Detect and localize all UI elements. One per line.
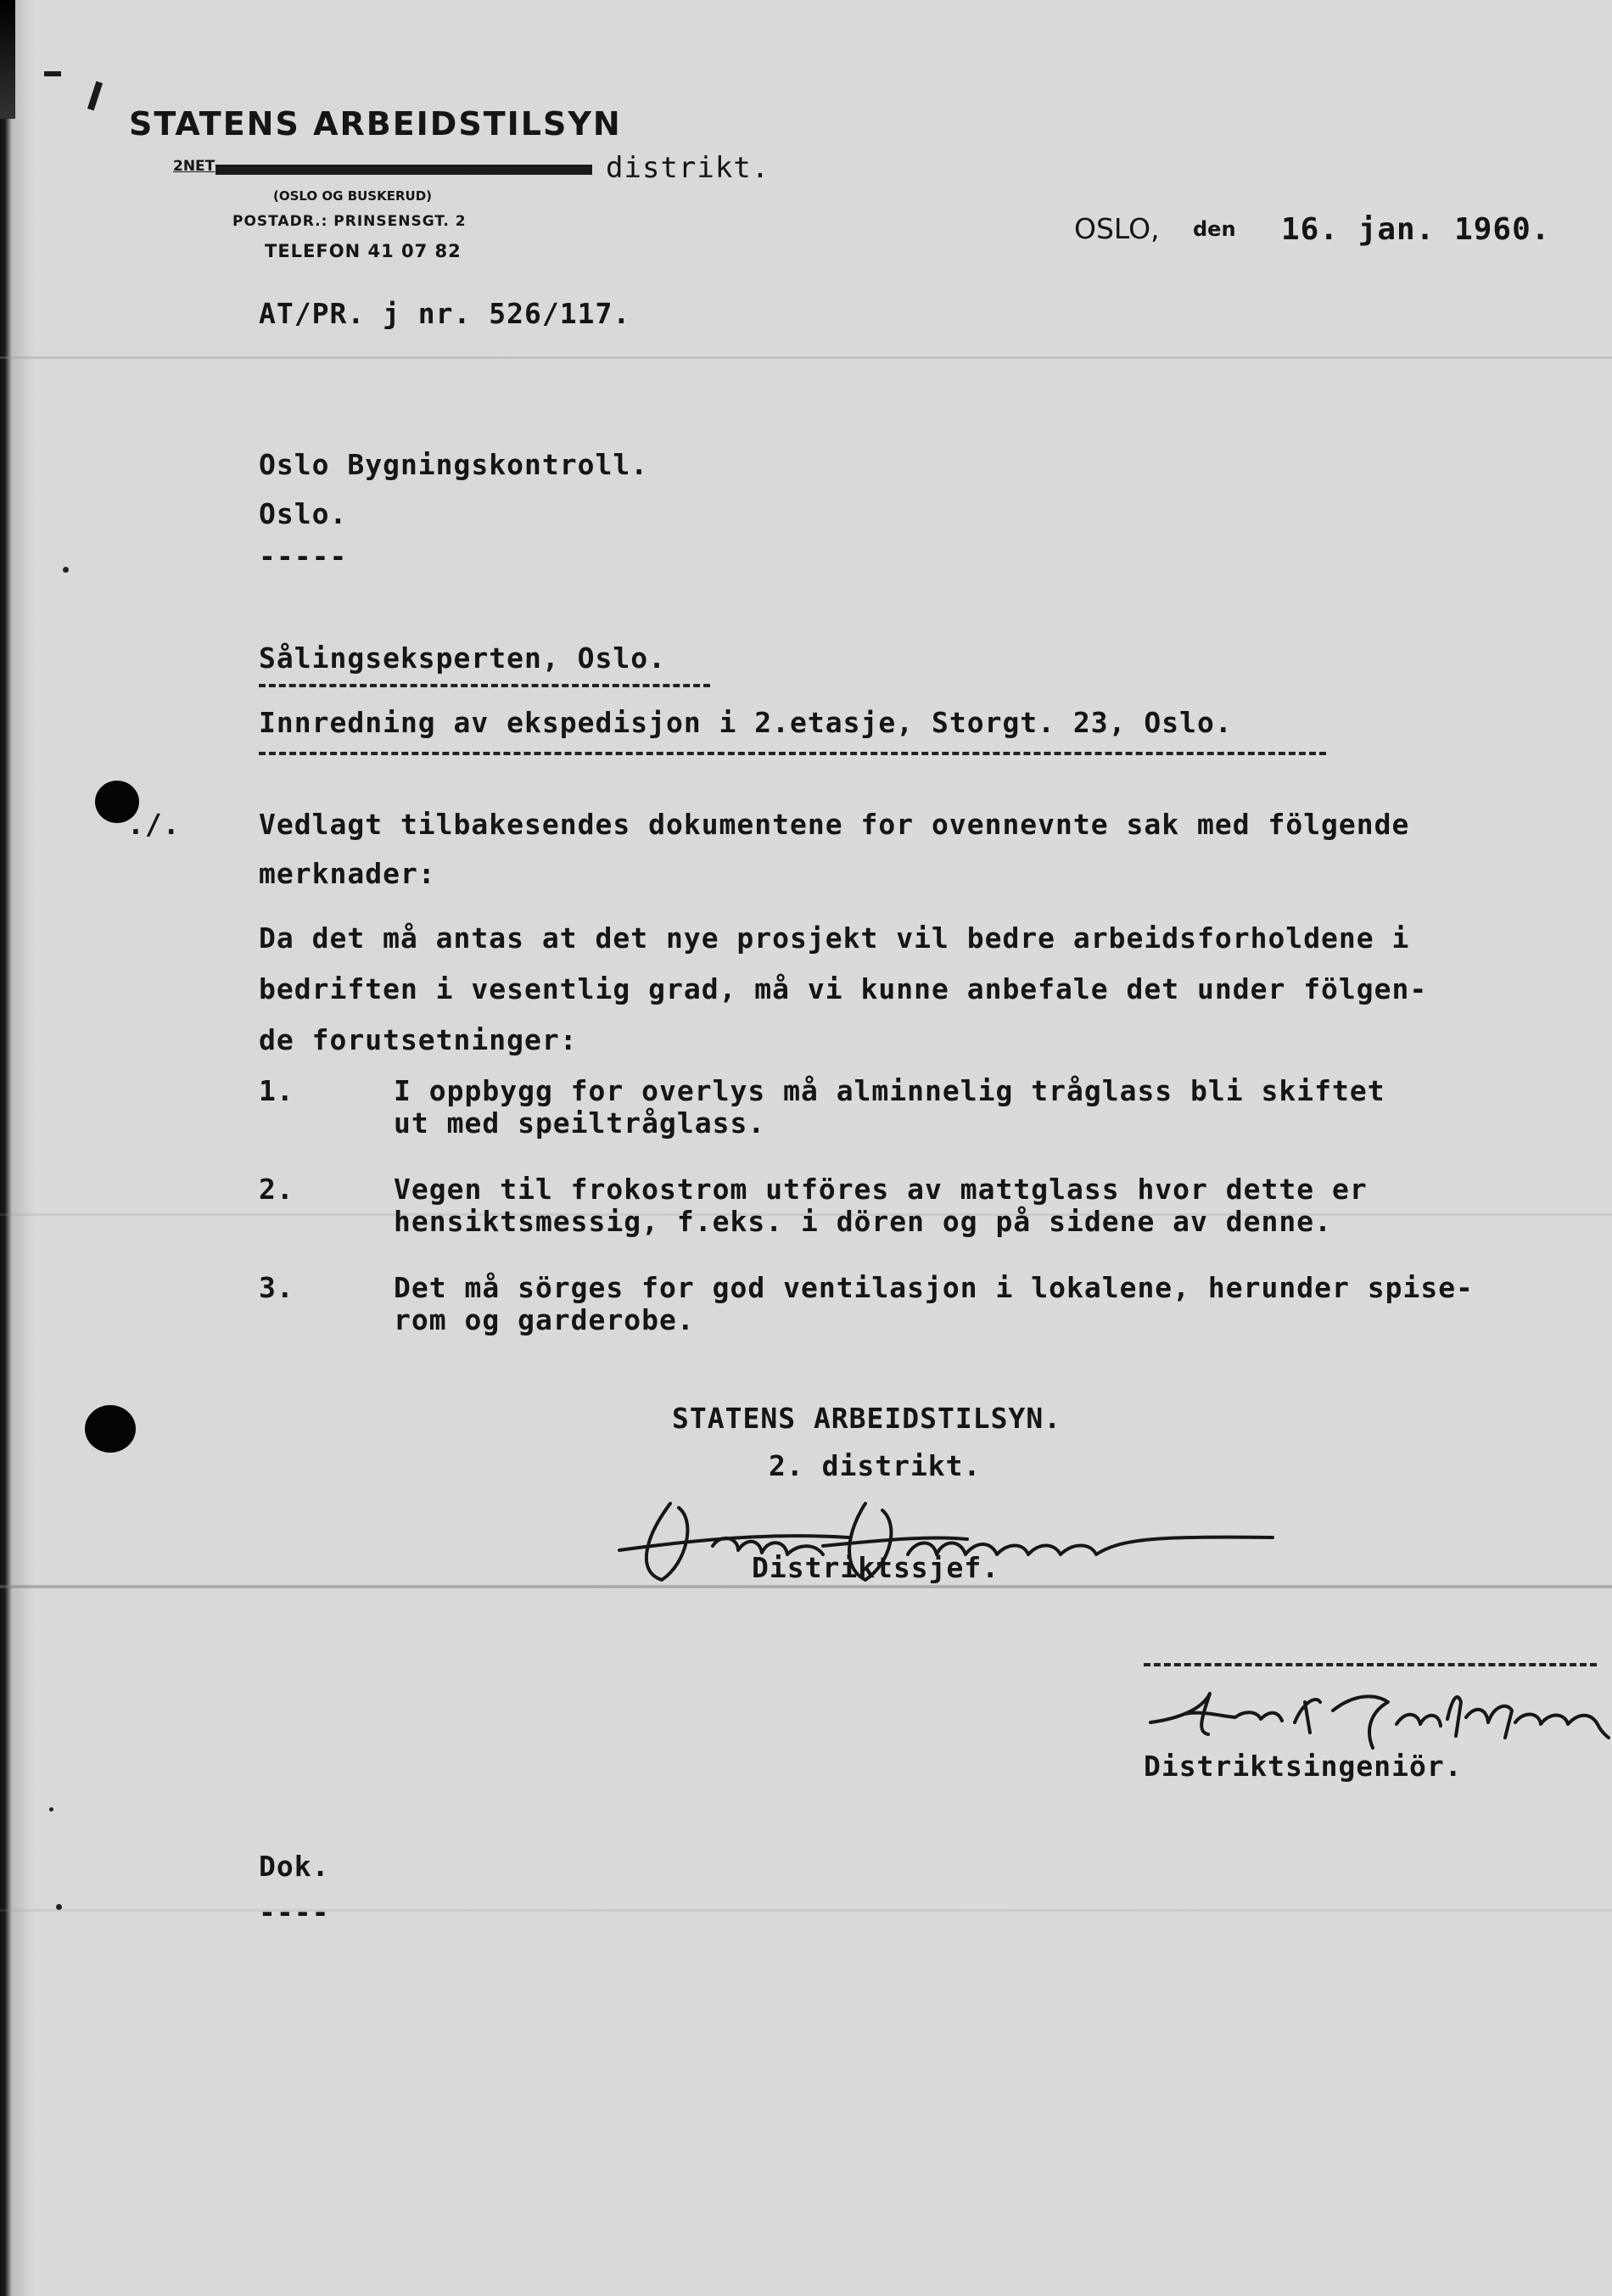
item-3-line-1: Det må sörges for god ventilasjon i lokalene, herunder spise-: [394, 1271, 1474, 1304]
signature-distriktsingenior: [1150, 1685, 1609, 1753]
recipient-name: Oslo Bygningskontroll.: [259, 448, 649, 481]
letterhead-org: STATENS ARBEIDSTILSYN: [129, 105, 622, 143]
paragraph-1-line-2: merknader:: [259, 857, 436, 890]
item-2-line-1: Vegen til frokostrom utföres av mattglass hvor dette er: [394, 1173, 1368, 1206]
letterhead-region: (OSLO OG BUSKERUD): [273, 188, 433, 204]
letterhead-district-suffix: distrikt.: [606, 151, 770, 185]
signoff-org: STATENS ARBEIDSTILSYN.: [672, 1402, 1062, 1435]
scan-streak: [0, 1909, 1612, 1912]
item-1-line-2: ut med speiltråglass.: [394, 1106, 766, 1140]
scan-streak: [0, 356, 1612, 359]
recipient-underline: -----: [259, 540, 348, 573]
paragraph-2-line-1: Da det må antas at det nye prosjekt vil bedre arbeidsforholdene i: [259, 921, 1410, 955]
item-2-number: 2.: [259, 1173, 294, 1206]
journal-reference: AT/PR. j nr. 526/117.: [259, 297, 631, 330]
item-1-line-1: I oppbygg for overlys må alminnelig tråglass bli skiftet: [394, 1074, 1385, 1107]
signoff-title-2: Distriktsingeniör.: [1144, 1750, 1463, 1783]
subject-underline-2: [259, 752, 1326, 755]
paragraph-2-line-2: bedriften i vesentlig grad, må vi kunne anbefale det under fölgen-: [259, 972, 1428, 1005]
scan-speck: [56, 1904, 62, 1910]
dateline-date: 16. jan. 1960.: [1281, 212, 1551, 247]
scan-speck: [63, 567, 69, 573]
item-2-line-2: hensiktsmessig, f.eks. i dören og på sidene av denne.: [394, 1205, 1332, 1238]
signoff-title-1: Distriktssjef.: [752, 1551, 1000, 1584]
item-3-number: 3.: [259, 1271, 294, 1304]
item-1-number: 1.: [259, 1074, 294, 1107]
subject-underline-1: [259, 684, 710, 687]
letterhead-phone: TELEFON 41 07 82: [265, 241, 462, 261]
recipient-city: Oslo.: [259, 497, 348, 530]
enclosure-mark: ./.: [127, 808, 181, 841]
scan-mark: [87, 81, 103, 111]
letterhead-address: POSTADR.: PRINSENSGT. 2: [232, 213, 467, 230]
signoff-district: 2. distrikt.: [769, 1449, 982, 1482]
punch-hole: [85, 1405, 136, 1453]
subject-line-1: Sålingseksperten, Oslo.: [259, 641, 666, 675]
subject-line-2: Innredning av ekspedisjon i 2.etasje, Storgt. 23, Oslo.: [259, 706, 1233, 739]
footer-underline: ----: [259, 1896, 330, 1929]
scan-speck: [49, 1807, 53, 1812]
scan-edge: [0, 0, 15, 119]
dateline-city: OSLO,: [1074, 212, 1160, 245]
signature-line: [1144, 1663, 1597, 1666]
paragraph-1-line-1: Vedlagt tilbakesendes dokumentene for ovennevnte sak med fölgende: [259, 808, 1410, 841]
item-3-line-2: rom og garderobe.: [394, 1303, 695, 1336]
paragraph-2-line-3: de forutsetninger:: [259, 1023, 578, 1056]
struck-out-text: [215, 165, 592, 175]
letterhead-district-prefix: 2NET: [173, 158, 215, 175]
dateline-den: den: [1193, 217, 1236, 241]
footer-label: Dok.: [259, 1850, 330, 1883]
scan-mark: [44, 71, 61, 76]
